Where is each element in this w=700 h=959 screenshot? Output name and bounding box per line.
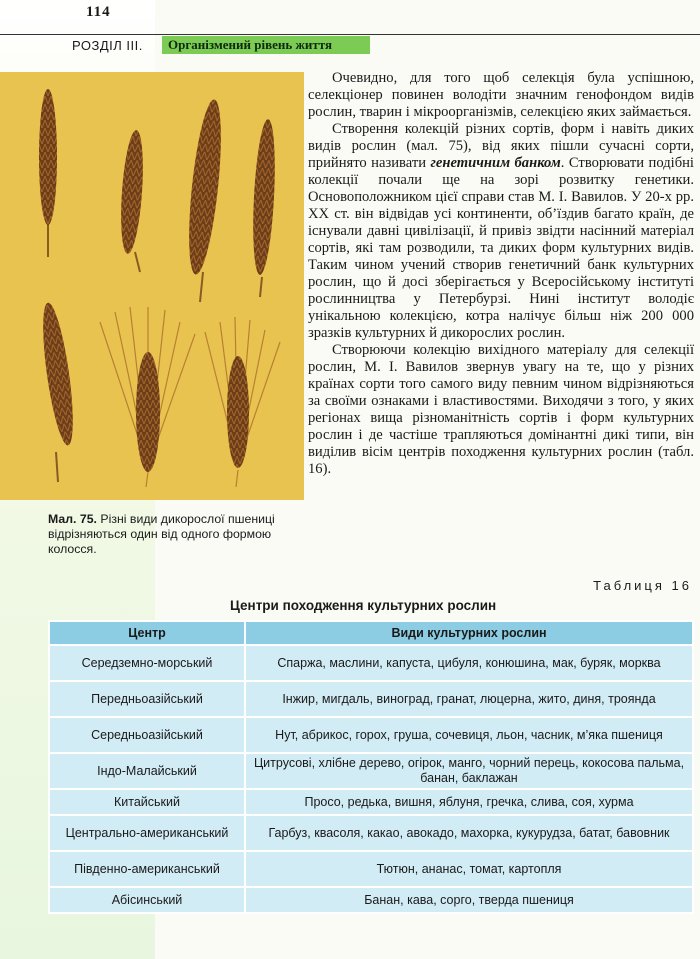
center-name: Передньоазійський [49, 681, 245, 717]
paragraph-3: Створюючи колекцію вихідного матеріалу для селекції рослин, М. І. Вавилов звернув увагу на те, що у різних країнах сорти того самого виду певним чином відрізняються за своїми ознаками і властивостями. Виходячи з того, у яких регіонах вища різноманітність сортів і форм культурних рослин і де частіше трапляються домінантні дикі типи, він виділив вісім центрів походження культурних рослин (табл. 16). [308, 342, 694, 477]
header-rule [0, 34, 700, 35]
crop-list: Гарбуз, квасоля, какао, авокадо, махорка, кукурудза, батат, бавовник [245, 815, 693, 851]
crop-list: Банан, кава, сорго, тверда пшениця [245, 887, 693, 913]
figure-caption-text: Різні види дикорослої пшениці відрізняються один від одного формою колосся. [48, 512, 275, 556]
figure-caption [48, 512, 298, 557]
crop-list: Інжир, мигдаль, виноград, гранат, люцерна, жито, диня, троянда [245, 681, 693, 717]
center-name: Китайський [49, 789, 245, 815]
center-name: Центрально-американський [49, 815, 245, 851]
paragraph-2-end: . Створювати подібні колекції почали ще на зорі розвитку генетики. Основоположником цієї справи став М. І. Вавилов. У 20-х рр. XX ст. він відвідав усі континенти, об’їздив багато країн, де існували давні цивілізації, й привіз звідти насінний матеріал сортів, які там розводили, та диких форм культурних видів. Таким чином учений створив генетичний банк культурних рослин, що й досі зберігається у Всеросійському інституті рослинництва у Петербурзі. Нині інститут володіє унікальною колекцією, котра налічує більш ніж 200 000 зразків культурних й дикорослих рослин. [308, 155, 694, 341]
table-row [49, 887, 693, 913]
origin-centers-table [48, 620, 694, 914]
crop-list: Спаржа, маслини, капуста, цибуля, конюшина, мак, буряк, морква [245, 645, 693, 681]
center-name: Індо-Малайський [49, 753, 245, 789]
table-row [49, 815, 693, 851]
crop-list: Просо, редька, вишня, яблуня, гречка, слива, соя, хурма [245, 789, 693, 815]
crop-list: Нут, абрикос, горох, груша, сочевиця, льон, часник, м’яка пшениця [245, 717, 693, 753]
center-name: Середземно-морський [49, 645, 245, 681]
table-header-row [49, 621, 693, 645]
crop-list: Цитрусові, хлібне дерево, огірок, манго, чорний перець, кокосова пальма, банан, баклажан [245, 753, 693, 789]
paragraph-2 [308, 121, 694, 342]
center-name: Абісинський [49, 887, 245, 913]
column-header-crops: Види культурних рослин [245, 621, 693, 645]
center-name: Південно-американський [49, 851, 245, 887]
paragraph-1: Очевидно, для того щоб селекція була успішною, селекціонер повинен володіти значним генофондом видів рослин, тварин і мікроорганізмів, селекцією яких займається. [308, 70, 694, 120]
body-text [308, 70, 694, 478]
page-number: 114 [86, 4, 111, 20]
table-row [49, 789, 693, 815]
crop-list: Тютюн, ананас, томат, картопля [245, 851, 693, 887]
center-name: Середньоазійський [49, 717, 245, 753]
table-row [49, 753, 693, 789]
paragraph-2-start: Створення колекцій різних сортів, форм і навіть диких видів рослин (мал. 75), від яких пішли сучасні сорти, прийнято називати [308, 121, 694, 171]
chapter-title: Організмений рівень життя [162, 36, 370, 54]
table-row [49, 645, 693, 681]
table-label: Таблиця 16 [593, 578, 692, 593]
section-label: РОЗДІЛ III. [72, 38, 143, 53]
genetic-bank-term: генетичним банком [430, 155, 561, 171]
table-title: Центри походження культурних рослин [230, 598, 497, 613]
table-row [49, 851, 693, 887]
table-row [49, 717, 693, 753]
figure-caption-number: Мал. 75. [48, 512, 97, 526]
wheat-ears-photo [0, 72, 304, 500]
table-row [49, 681, 693, 717]
wheat-ears-illustration [0, 72, 304, 500]
column-header-center: Центр [49, 621, 245, 645]
